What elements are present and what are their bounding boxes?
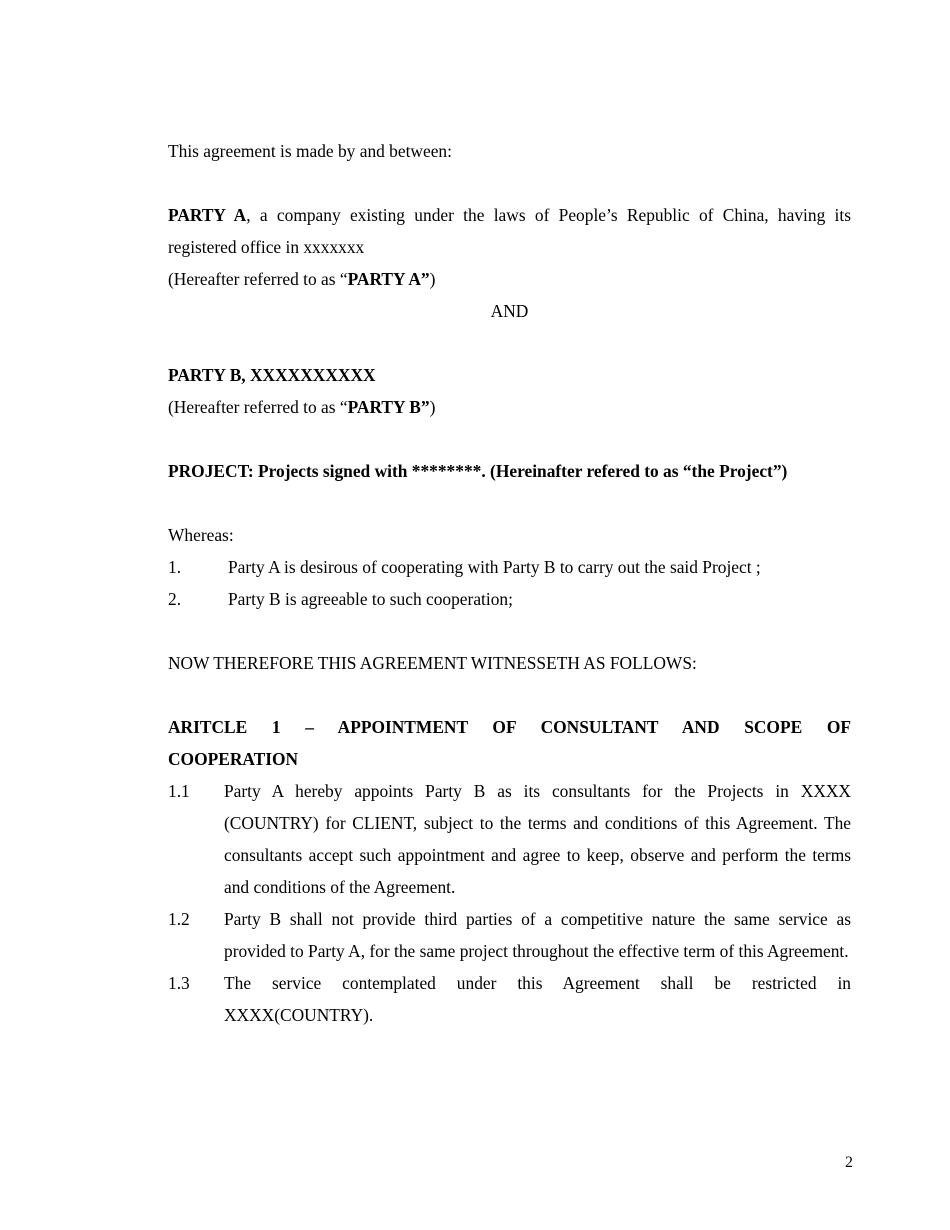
project-line — [168, 455, 851, 487]
and-separator: AND — [490, 301, 529, 321]
clause-1-1 — [168, 775, 851, 903]
party-b-ref-prefix: (Hereafter referred to as “ — [168, 397, 348, 417]
article-1-title-line2: COOPERATION — [168, 749, 299, 769]
spacer — [168, 487, 851, 519]
clause-text: Party A hereby appoints Party B as its consultants for the Projects in XXXX (COUNTRY) for CLIENT, subject to the terms and conditions of this Agreement. The consultants accept such appointment and agree to keep, observe and perform the terms and conditions of the Agreement. — [224, 781, 851, 897]
party-a-description: , a company existing under the laws of People’s Republic of China, having its registered office in xxxxxxx — [168, 205, 851, 257]
party-a-name: PARTY A — [168, 205, 247, 225]
spacer — [168, 615, 851, 647]
party-b-ref-name: PARTY B” — [347, 397, 430, 417]
project-line-text: PROJECT: Projects signed with ********. (Hereinafter refered to as “the Project”) — [168, 461, 788, 481]
whereas-item-number: 2. — [168, 589, 182, 609]
spacer — [168, 167, 851, 199]
spacer — [168, 327, 851, 359]
clause-1-3 — [168, 967, 851, 1031]
spacer — [168, 679, 851, 711]
whereas-item-text: Party A is desirous of cooperating with Party B to carry out the said Project ; — [228, 557, 761, 577]
party-b-name — [168, 359, 851, 391]
whereas-item — [168, 583, 851, 615]
whereas-label: Whereas: — [168, 525, 234, 545]
whereas-item-number: 1. — [168, 557, 182, 577]
spacer — [168, 423, 851, 455]
clause-text: Party B shall not provide third parties of a competitive nature the same service as provided to Party A, for the same project throughout the effective term of this Agreement. — [224, 909, 851, 961]
clause-number: 1.3 — [168, 973, 190, 993]
article-1-title-continued — [168, 743, 851, 775]
party-a-ref-suffix: ) — [429, 269, 436, 289]
intro-line: This agreement is made by and between: — [168, 141, 452, 161]
party-a-ref-name: PARTY A” — [347, 269, 430, 289]
clause-1-2 — [168, 903, 851, 967]
whereas-item-text: Party B is agreeable to such cooperation; — [228, 589, 513, 609]
party-a-ref-prefix: (Hereafter referred to as “ — [168, 269, 348, 289]
document-body — [168, 135, 851, 1031]
clause-number: 1.1 — [168, 781, 190, 801]
clause-number: 1.2 — [168, 909, 190, 929]
party-a-paragraph — [168, 199, 851, 263]
party-a-reference — [168, 263, 851, 295]
party-b-reference — [168, 391, 851, 423]
article-1-title: ARITCLE 1 – APPOINTMENT OF CONSULTANT AND SCOPE OF — [168, 717, 851, 737]
party-b-ref-suffix: ) — [429, 397, 436, 417]
party-b-name-text: PARTY B, XXXXXXXXXX — [168, 365, 376, 385]
clause-text: The service contemplated under this Agreement shall be restricted in XXXX(COUNTRY). — [224, 973, 851, 1025]
whereas-item — [168, 551, 851, 583]
page-number: 2 — [845, 1154, 853, 1171]
now-therefore-line: NOW THEREFORE THIS AGREEMENT WITNESSETH AS FOLLOWS: — [168, 653, 697, 673]
